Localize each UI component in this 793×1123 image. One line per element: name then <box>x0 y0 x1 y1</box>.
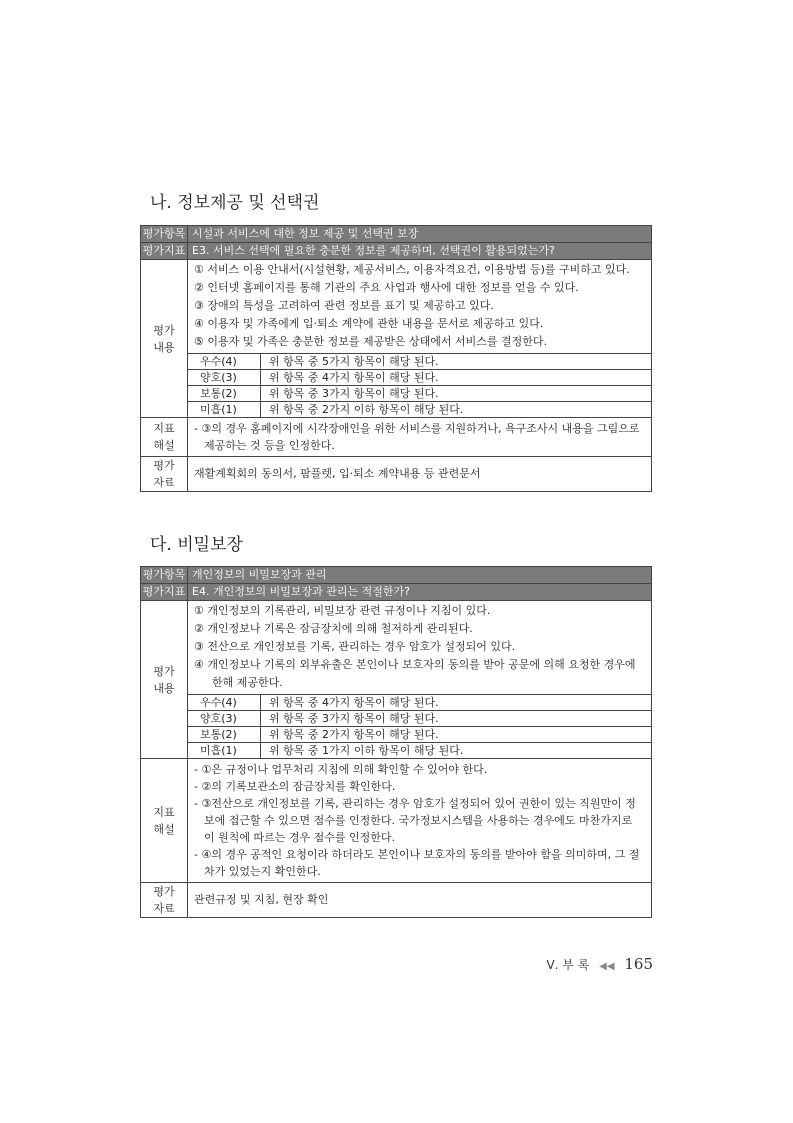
note-text: - ②의 기록보관소의 잠금장치를 확인한다. <box>194 780 396 793</box>
grade-label: 우수(4) <box>188 695 261 711</box>
header-index-value: E3. 서비스 선택에 필요한 충분한 정보를 제공하며, 선택권이 활용되었는가? <box>188 243 652 260</box>
header-index-label: 평가지표 <box>141 584 188 601</box>
section-title: 다. 비밀보장 <box>150 535 243 555</box>
evaluation-table <box>140 225 652 492</box>
evaluation-items <box>188 601 651 694</box>
data-value: 관련규정 및 지침, 현장 확인 <box>188 883 652 918</box>
note-label: 지표 해설 <box>141 418 188 457</box>
chapter-label: Ⅴ. 부 록 <box>546 958 590 972</box>
evaluation-item: ③ 장애의 특성을 고려하여 관련 정보를 표기 및 제공하고 있다. <box>194 299 494 312</box>
header-item-value: 개인정보의 비밀보장과 관리 <box>188 567 652 584</box>
grade-table <box>188 353 651 417</box>
data-label: 평가 자료 <box>141 883 188 918</box>
grade-desc: 위 항목 중 1가지 이하 항목이 해당 된다. <box>261 743 652 759</box>
note-text: - ③의 경우 홈페이지에 시각장애인을 위한 서비스를 지원하거나, 욕구조사시 내용을 그림으로 제공하는 것 등을 인정한다. <box>194 422 640 452</box>
grade-row <box>188 386 651 402</box>
content-label: 평가 내용 <box>141 260 188 418</box>
double-arrow-left-icon: ◀◀ <box>599 961 615 972</box>
evaluation-item: ⑤ 이용자 및 가족은 충분한 정보를 제공받은 상태에서 서비스를 결정한다. <box>194 335 547 348</box>
page-footer <box>546 955 653 973</box>
grade-desc: 위 항목 중 3가지 항목이 해당 된다. <box>261 386 652 402</box>
grade-desc: 위 항목 중 2가지 항목이 해당 된다. <box>261 727 652 743</box>
grade-row <box>188 727 651 743</box>
header-index-label: 평가지표 <box>141 243 188 260</box>
header-index-value: E4. 개인정보의 비밀보장과 관리는 적절한가? <box>188 584 652 601</box>
header-item-label: 평가항목 <box>141 567 188 584</box>
grade-desc: 위 항목 중 3가지 항목이 해당 된다. <box>261 711 652 727</box>
grade-table <box>188 694 651 758</box>
grade-row <box>188 354 651 370</box>
section-title: 나. 정보제공 및 선택권 <box>150 193 320 213</box>
grade-label: 미흡(1) <box>188 402 261 418</box>
evaluation-item: ① 개인정보의 기록관리, 비밀보장 관련 규정이나 지침이 있다. <box>194 604 491 617</box>
page-number: 165 <box>624 955 653 973</box>
grade-label: 양호(3) <box>188 370 261 386</box>
grade-label: 보통(2) <box>188 386 261 402</box>
grade-row <box>188 370 651 386</box>
grade-label: 보통(2) <box>188 727 261 743</box>
grade-row <box>188 711 651 727</box>
content-label: 평가 내용 <box>141 601 188 759</box>
grade-row <box>188 743 651 759</box>
grade-label: 미흡(1) <box>188 743 261 759</box>
evaluation-table <box>140 566 652 918</box>
note-text: - ④의 경우 공적인 요청이라 하더라도 본인이나 보호자의 동의를 받아야 함을 의미하며, 그 절차가 있었는지 확인한다. <box>194 848 640 878</box>
evaluation-item: ③ 전산으로 개인정보를 기록, 관리하는 경우 암호가 설정되어 있다. <box>194 640 516 653</box>
header-item-label: 평가항목 <box>141 226 188 243</box>
grade-desc: 위 항목 중 4가지 항목이 해당 된다. <box>261 370 652 386</box>
grade-row <box>188 695 651 711</box>
note-label: 지표 해설 <box>141 759 188 883</box>
evaluation-item: ④ 개인정보나 기록의 외부유출은 본인이나 보호자의 동의를 받아 공문에 의해 요청한 경우에 한해 제공한다. <box>194 658 636 689</box>
grade-label: 양호(3) <box>188 711 261 727</box>
evaluation-item: ② 인터넷 홈페이지를 통해 기관의 주요 사업과 행사에 대한 정보를 얻을 수 있다. <box>194 281 579 294</box>
note-text: - ①은 규정이나 업무처리 지침에 의해 확인할 수 있어야 한다. <box>194 763 488 776</box>
note-text: - ③전산으로 개인정보를 기록, 관리하는 경우 암호가 설정되어 있어 권한이 있는 직원만이 정보에 접근할 수 있으면 점수를 인정한다. 국가정보시스템을 사용하는 경우에도 마찬가지로 이 원칙에 따르는 경우 점수를 인정한다. <box>194 797 636 844</box>
grade-label: 우수(4) <box>188 354 261 370</box>
evaluation-item: ④ 이용자 및 가족에게 입·퇴소 계약에 관한 내용을 문서로 제공하고 있다. <box>194 317 544 330</box>
data-label: 평가 자료 <box>141 457 188 492</box>
evaluation-items <box>188 260 651 353</box>
grade-desc: 위 항목 중 2가지 이하 항목이 해당 된다. <box>261 402 652 418</box>
grade-row <box>188 402 651 418</box>
grade-desc: 위 항목 중 5가지 항목이 해당 된다. <box>261 354 652 370</box>
header-item-value: 시설과 서비스에 대한 정보 제공 및 선택권 보장 <box>188 226 652 243</box>
evaluation-item: ① 서비스 이용 안내서(시설현황, 제공서비스, 이용자격요건, 이용방법 등)를 구비하고 있다. <box>194 263 630 276</box>
evaluation-item: ② 개인정보나 기록은 잠금장치에 의해 철저하게 관리된다. <box>194 622 473 635</box>
data-value: 재활계획회의 동의서, 팜플렛, 입·퇴소 계약내용 등 관련문서 <box>188 457 652 492</box>
grade-desc: 위 항목 중 4가지 항목이 해당 된다. <box>261 695 652 711</box>
